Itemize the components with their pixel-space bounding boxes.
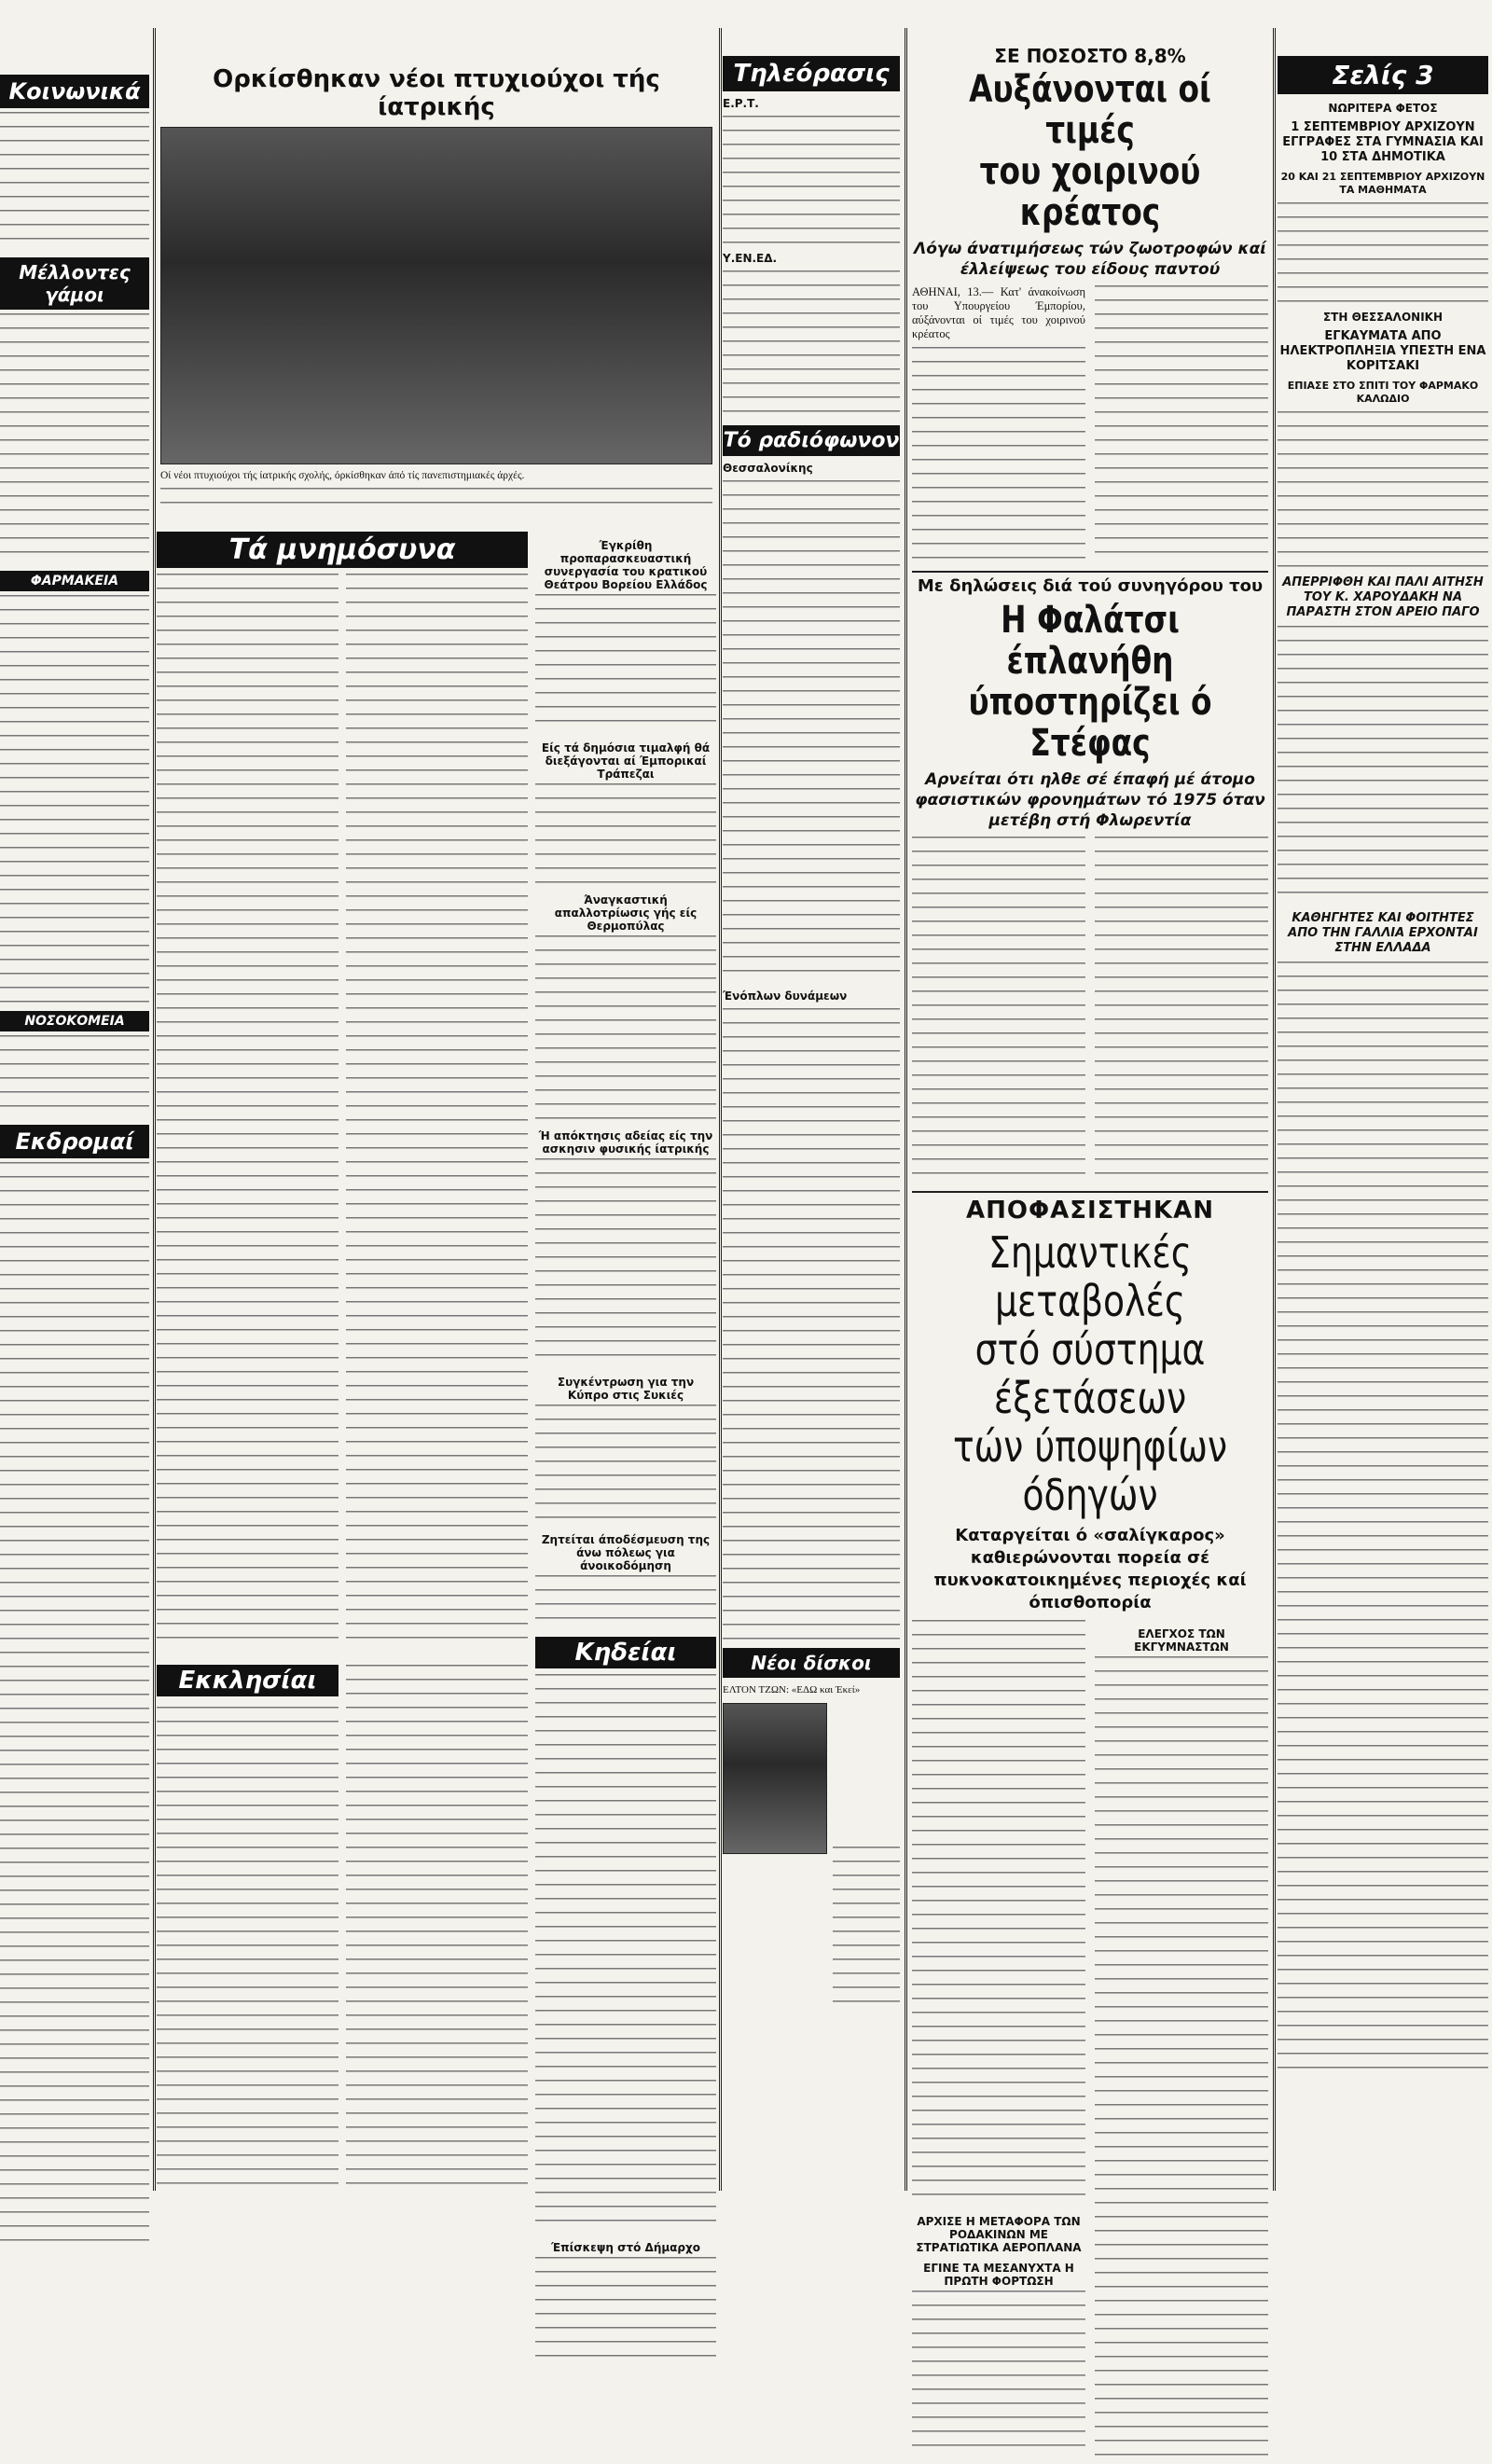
section-header-excursions: Εκδρομαί <box>0 1125 149 1158</box>
subhead-pork: Λόγω άνατιμήσεως τών ζωοτροφών καί έλλείψεως του είδους παντού <box>914 240 1266 279</box>
france-title: ΚΑΘΗΓΗΤΕΣ ΚΑΙ ΦΟΙΤΗΤΕΣ ΑΠΟ ΤΗΝ ΓΑΛΛΙΑ ΕΡΧΟΝΤΑΙ ΣΤΗΝ ΕΛΛΑΔΑ <box>1288 911 1478 955</box>
column-tv-radio <box>723 28 900 2191</box>
news-title: Έπίσκεψη στό Δήμαρχο <box>550 2241 701 2254</box>
kicker-driving-exams: ΑΠΟΦΑΣΙΣΤΗΚΑΝ <box>966 1197 1214 1225</box>
headline-falati-1: Η Φαλάτσι έπλανήθη <box>1001 599 1180 683</box>
headline-exams-3: τών ύποψηφίων όδηγών <box>952 1421 1228 1520</box>
subhead-exams: Καταργείται ό «σαλίγκαρος» καθιερώνονται πορεία σέ πυκνοκατοικημένες περιοχές καί όπισθοπορία <box>933 1526 1247 1613</box>
radio-thessaloniki: Θεσσαλονίκης <box>723 462 813 475</box>
subhead-falati: Αρνείται ότι ηλθε σέ έπαφή μέ άτομο φασιστικών φρονημάτων τό 1975 όταν μετέβη στή Φλωρεντία <box>915 770 1265 830</box>
column-medical <box>157 28 716 2254</box>
kicker-pork: ΣΕ ΠΟΣΟΣΤΟ 8,8% <box>994 45 1186 67</box>
news-title: Είς τά δημόσια τιμαλφή θά διεξάγονται αί Έμπορικαί Τράπεζαι <box>541 741 711 781</box>
burns-title: ΕΓΚΑΥΜΑΤΑ ΑΠΟ ΗΛΕΚΤΡΟΠΛΗΞΙΑ ΥΠΕΣΤΗ ΕΝΑ ΚΟΡΙΤΣΑΚΙ <box>1279 329 1486 373</box>
section-header-society: Κοινωνικά <box>0 75 149 108</box>
section-header-tv: Τηλεόρασις <box>723 56 900 91</box>
burns-kicker: ΣΤΗ ΘΕΣΣΑΛΟΝΙΚΗ <box>1322 311 1444 324</box>
section-header-hospitals: ΝΟΣΟΚΟΜΕΙΑ <box>0 1011 149 1031</box>
column-rule <box>905 28 907 2191</box>
schools-kicker: ΝΩΡΙΤΕΡΑ ΦΕΤΟΣ <box>1328 102 1438 115</box>
photo-caption: Οί νέοι πτυχιούχοι τής ίατρικής σχολής, όρκίσθηκαν άπό τίς πανεπιστημιακές άρχές. <box>160 470 525 481</box>
column-rule <box>153 28 156 2191</box>
section-header-memorials: Τά μνημόσυνα <box>157 532 528 568</box>
kicker-falati: Με δηλώσεις διά τού συνηγόρου του <box>917 576 1264 596</box>
photo-graduates <box>160 127 712 464</box>
news-title: Ή απόκτησις αδείας είς την ασκησιν φυσικής ίατρικής <box>538 1129 713 1156</box>
section-header-funerals: Κηδείαι <box>535 1637 716 1668</box>
column-page3 <box>1278 28 1488 2191</box>
schools-title: 1 ΣΕΠΤΕΜΒΡΙΟΥ ΑΡΧΙΖΟΥΝ ΕΓΓΡΑΦΕΣ ΣΤΑ ΓΥΜΝΑΣΙΑ ΚΑΙ 10 ΣΤΑ ΔΗΜΟΤΙΚΑ <box>1282 120 1484 164</box>
lead-pork: ΑΘΗΝΑΙ, 13.— Κατ' άνακοίνωση του Υπουργείου Έμπορίου, αύξάνονται οί τιμές του χοιρινού κρέατος <box>912 285 1085 340</box>
section-header-churches: Εκκλησίαι <box>157 1665 338 1696</box>
headline-medical-graduates: Ορκίσθηκαν νέοι πτυχιούχοι τής ίατρικής <box>213 65 660 121</box>
court-title: ΑΠΕΡΡΙΦΘΗ ΚΑΙ ΠΑΛΙ ΑΙΤΗΣΗ ΤΟΥ Κ. ΧΑΡΟΥΔΑΚΗ ΝΑ ΠΑΡΑΣΤΗ ΣΤΟΝ ΑΡΕΙΟ ΠΑΓΟ <box>1282 575 1484 619</box>
headline-pork-2: του χοιρινού κρέατος <box>979 150 1201 234</box>
tv-channel-ert: Ε.Ρ.Τ. <box>723 97 759 110</box>
records-caption: ΕΛΤΟΝ ΤΖΩΝ: «ΕΔΩ και Έκεί» <box>723 1684 861 1696</box>
news-title: Άναγκαστική απαλλοτρίωσις γής είς Θερμοπύλας <box>554 893 698 933</box>
column-rule <box>1273 28 1276 2191</box>
column-rule <box>719 28 722 2191</box>
memorials-block <box>157 532 528 1695</box>
section-header-new-records: Νέοι δίσκοι <box>723 1648 900 1678</box>
tv-channel-yened: Υ.ΕΝ.ΕΔ. <box>723 252 778 265</box>
schools-subtitle: 20 ΚΑΙ 21 ΣΕΠΤΕΜΒΡΙΟΥ ΑΡΧΙΖΟΥΝ ΤΑ ΜΑΘΗΜΑΤΑ <box>1280 171 1485 196</box>
section-header-pharmacies: ΦΑΡΜΑΚΕΙΑ <box>0 571 149 591</box>
page-number-header: Σελίς 3 <box>1278 56 1488 94</box>
news-title: Έγκρίθη προπαρασκευαστική συνεργασία του κρατικού Θεάτρου Βορείου Ελλάδος <box>544 539 708 591</box>
headline-falati-2: ύποστηρίζει ό Στέφας <box>968 681 1212 765</box>
burns-subtitle: ΕΠΙΑΣΕ ΣΤΟ ΣΠΙΤΙ ΤΟΥ ΦΑΡΜΑΚΟ ΚΑΛΩΔΙΟ <box>1287 380 1479 405</box>
column-society <box>0 28 149 2191</box>
headline-exams-2: στό σύστημα έξετάσεων <box>974 1324 1206 1423</box>
news-column <box>535 532 716 2365</box>
headline-pork-1: Αυξάνονται οί τιμές <box>969 68 1211 152</box>
news-title: Ζητείται άποδέσμευση της άνω πόλεως για άνοικοδόμηση <box>541 1533 711 1572</box>
radio-armed-forces: Ένόπλων δυνάμεων <box>723 990 848 1003</box>
peaches-subtitle: ΕΓΙΝΕ ΤΑ ΜΕΣΑΝΥΧΤΑ Η ΠΡΩΤΗ ΦΟΡΤΩΣΗ <box>923 2262 1074 2288</box>
headline-exams-1: Σημαντικές μεταβολές <box>988 1227 1192 1326</box>
column-main-news <box>912 28 1268 2288</box>
peaches-title: ΑΡΧΙΣΕ Η ΜΕΤΑΦΟΡΑ ΤΩΝ ΡΟΔΑΚΙΝΩΝ ΜΕ ΣΤΡΑΤΙΩΤΙΚΑ ΑΕΡΟΠΛΑΝΑ <box>916 2215 1082 2254</box>
news-title: Συγκέντρωση για την Κύπρο στις Συκιές <box>557 1376 695 1402</box>
instructors-title: ΕΛΕΓΧΟΣ ΤΩΝ ΕΚΓΥΜΝΑΣΤΩΝ <box>1134 1627 1229 1654</box>
photo-singer <box>723 1703 827 1854</box>
section-header-weddings: Μέλλοντες γάμοι <box>0 257 149 310</box>
section-header-radio: Τό ραδιόφωνον <box>723 425 900 456</box>
